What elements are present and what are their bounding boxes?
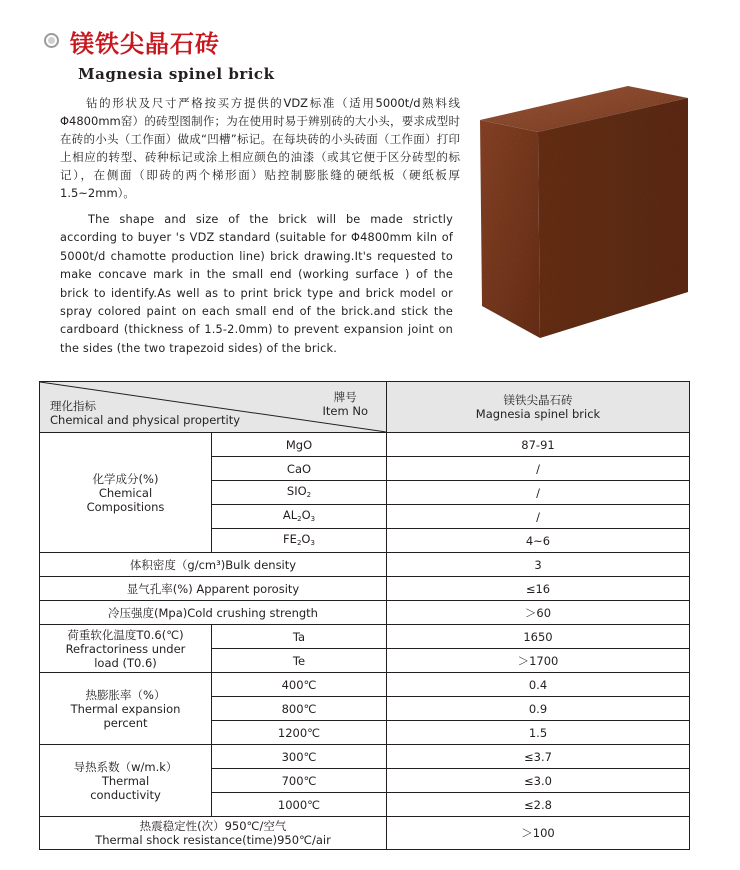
value-cell: 4~6 [387, 529, 690, 553]
refractoriness-label-cell [40, 625, 212, 673]
value-cell: ＞60 [387, 601, 690, 625]
header-property-cn: 理化指标 [50, 399, 96, 413]
table-row [40, 817, 690, 850]
item-cell: $FE_2O_3$ [212, 529, 387, 553]
refractoriness-label-en-2: load (T0.6) [94, 655, 157, 670]
value-cell: 0.4 [387, 673, 690, 697]
item-cell: MgO [212, 433, 387, 457]
page-title-cn: 镁铁尖晶石砖 [70, 30, 220, 58]
description-cn: 钻的形状及尺寸严格按买方提供的VDZ标准（适用5000t/d熟料线Φ4800mm窑）的砖型图制作；为在使用时易于辨别砖的大小头，要求成型时在砖的小头（工作面）做成“凹槽”标记。在每块砖的小头砖面（工作面）打印上相应的转型、砖种标记或涂上相应颜色的油漆（或其它便于区分砖型的标记），在侧面（即砖的两个梯形面）贴控制膨胀缝的硬纸板（硬纸板厚1.5~2mm）。 [60, 96, 460, 200]
thermal-shock-label-en: Thermal shock resistance(time)950℃/air [95, 833, 331, 847]
page-title-en: Magnesia spinel brick [78, 65, 275, 83]
table-row [40, 625, 690, 649]
value-cell: ≤2.8 [387, 793, 690, 817]
table-row [40, 673, 690, 697]
conductivity-label-cn: 导热系数（w/m.k） [73, 759, 178, 774]
header-property-en: Chemical and physical propertity [50, 413, 241, 427]
chemical-label-en-1: Chemical [98, 485, 153, 500]
value-cell: 1650 [387, 625, 690, 649]
title-bullet-icon [44, 33, 59, 48]
header-product-en: Magnesia spinel brick [475, 407, 601, 421]
value-cell: 3 [387, 553, 690, 577]
value-cell: ≤3.0 [387, 769, 690, 793]
porosity-label: 显气孔率(%) Apparent porosity [40, 577, 387, 601]
value-cell: ＞1700 [387, 649, 690, 673]
item-cell: $AL_2O_3$ [212, 505, 387, 529]
chemical-label-cell [40, 433, 212, 553]
header-product-cn: 镁铁尖晶石砖 [503, 393, 573, 407]
chemical-label-cn: 化学成分(%) [92, 471, 159, 486]
header-corner-cell [40, 382, 387, 433]
description-en: The shape and size of the brick will be made strictly according to buyer 's VDZ standard (suitable for Φ4800mm kiln of 5000t/d chamotte production line) brick drawing.It's requested to make concave mark in the small end (working surface ) of the brick to identify.As well as to print brick type and brick model or spray colored paint on each small end of the brick.and stick the cardboard (thickness of 1.5-2.0mm) to prevent expansion joint on the sides (the two trapezoid sides) of the brick. [60, 213, 453, 355]
expansion-label-cell [40, 673, 212, 745]
thermal-shock-label-cn: 热震稳定性(次）950℃/空气 [139, 819, 287, 833]
item-cell: 1200℃ [212, 721, 387, 745]
bulk-density-label: 体积密度（g/cm³)Bulk density [40, 553, 387, 577]
value-cell: ≤16 [387, 577, 690, 601]
conductivity-label-en-1: Thermal [101, 773, 150, 788]
value-cell: 87-91 [387, 433, 690, 457]
value-cell: / [387, 481, 690, 505]
table-row [40, 745, 690, 769]
value-cell: / [387, 505, 690, 529]
properties-table [39, 381, 690, 850]
value-cell: ≤3.7 [387, 745, 690, 769]
table-row [40, 601, 690, 625]
table-row [40, 553, 690, 577]
value-cell: / [387, 457, 690, 481]
conductivity-label-cell [40, 745, 212, 817]
conductivity-label-en-2: conductivity [90, 787, 161, 802]
expansion-label-en-1: Thermal expansion [70, 701, 181, 716]
item-cell: 400℃ [212, 673, 387, 697]
item-cell: $SIO_2$ [212, 481, 387, 505]
value-cell: 0.9 [387, 697, 690, 721]
value-cell: ＞100 [387, 817, 690, 850]
table-row [40, 433, 690, 457]
table-header-row [40, 382, 690, 433]
item-cell: 700℃ [212, 769, 387, 793]
refractoriness-label-cn: 荷重软化温度T0.6(℃) [67, 627, 184, 642]
expansion-label-en-2: percent [103, 715, 148, 730]
item-cell: 300℃ [212, 745, 387, 769]
header-product-cell [387, 382, 690, 433]
crushing-label: 冷压强度(Mpa)Cold crushing strength [40, 601, 387, 625]
item-cell: Ta [212, 625, 387, 649]
item-cell: CaO [212, 457, 387, 481]
thermal-shock-label-cell [40, 817, 387, 850]
header-item-no-cn: 牌号 [333, 390, 357, 404]
brick-photo [478, 80, 690, 340]
chemical-label-en-2: Compositions [86, 499, 165, 514]
item-cell: 800℃ [212, 697, 387, 721]
item-cell: 1000℃ [212, 793, 387, 817]
refractoriness-label-en-1: Refractoriness under [65, 641, 186, 656]
header-item-no-en: Item No [322, 404, 368, 418]
table-row [40, 577, 690, 601]
value-cell: 1.5 [387, 721, 690, 745]
item-cell: Te [212, 649, 387, 673]
expansion-label-cn: 热膨胀率（%） [85, 687, 166, 702]
